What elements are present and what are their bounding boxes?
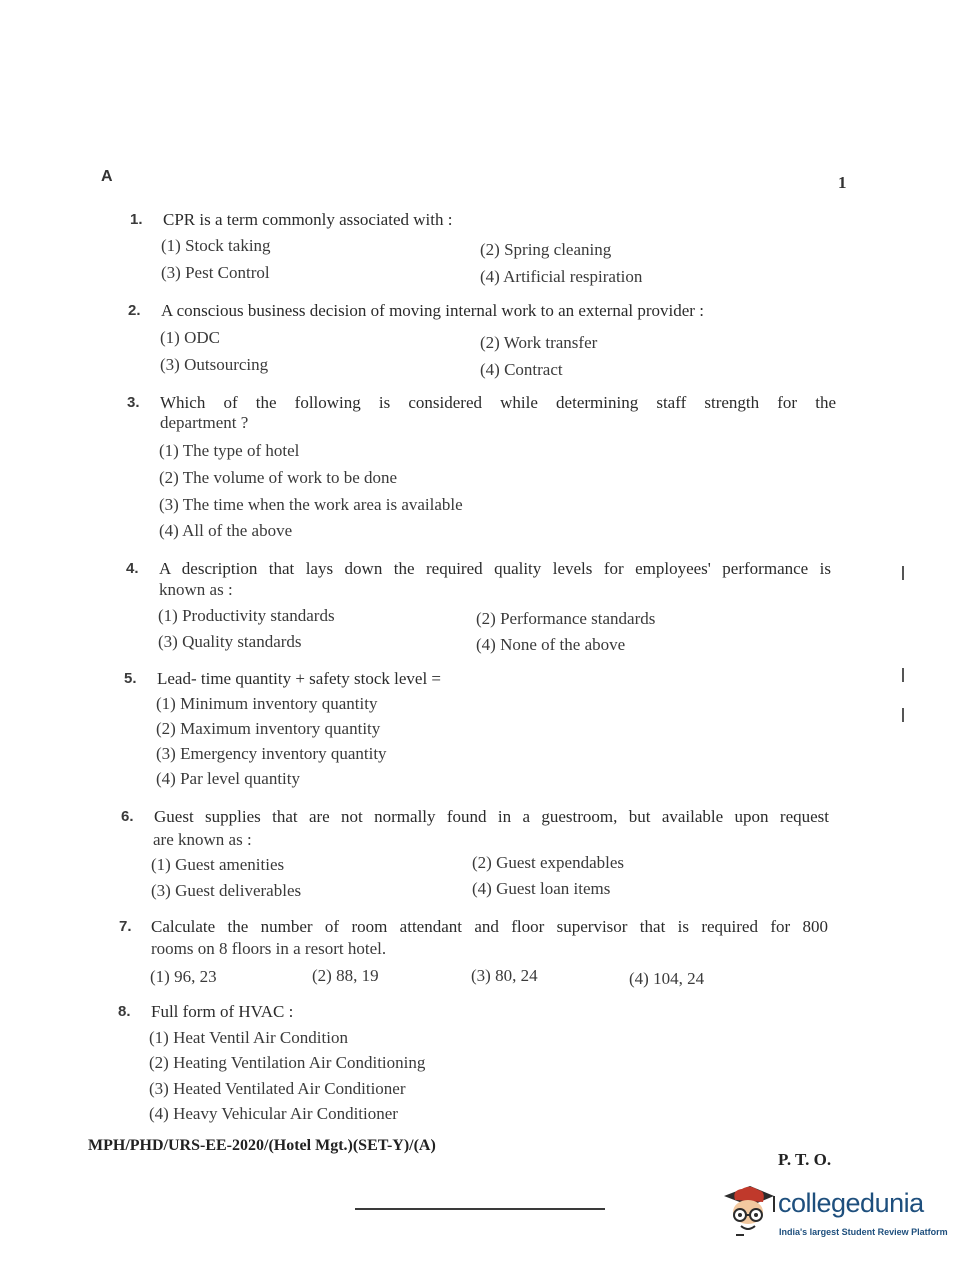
option-4: (4) Contract — [480, 360, 563, 379]
option-2: (2) Performance standards — [476, 609, 656, 628]
page-number: 1 — [838, 173, 847, 192]
option-4: (4) All of the above — [159, 521, 293, 540]
question-text: Lead- time quantity + safety stock level = — [157, 669, 442, 688]
option-2: (2) Heating Ventilation Air Conditioning — [149, 1053, 426, 1072]
question-5 — [124, 668, 844, 793]
option-4: (4) Par level quantity — [156, 769, 300, 788]
option-1: (1) Heat Ventil Air Condition — [149, 1028, 348, 1047]
option-4: (4) None of the above — [476, 635, 626, 654]
question-number: 2. — [128, 302, 141, 319]
option-3: (3) Heated Ventilated Air Conditioner — [149, 1079, 406, 1098]
question-number: 3. — [127, 394, 140, 411]
question-text-line-2: are known as : — [153, 830, 252, 849]
option-3: (3) Quality standards — [158, 632, 302, 651]
option-1: (1) Stock taking — [161, 236, 271, 255]
option-3: (3) Emergency inventory quantity — [156, 744, 387, 763]
question-3 — [127, 392, 847, 547]
question-text: Full form of HVAC : — [151, 1002, 294, 1021]
question-text-line-2: known as : — [159, 580, 233, 599]
collegedunia-logo — [720, 1182, 956, 1244]
option-3: (3) Outsourcing — [160, 355, 269, 374]
option-3: (3) Pest Control — [161, 263, 270, 282]
question-text: CPR is a term commonly associated with : — [163, 210, 453, 229]
question-text-line-2: department ? — [160, 413, 249, 432]
scan-mark — [902, 668, 904, 682]
question-number: 7. — [119, 918, 132, 935]
option-2: (2) 88, 19 — [312, 966, 379, 985]
option-1: (1) The type of hotel — [159, 441, 300, 460]
option-1: (1) Productivity standards — [158, 606, 335, 625]
question-1 — [130, 209, 850, 289]
option-2: (2) Guest expendables — [472, 853, 625, 872]
option-4: (4) Heavy Vehicular Air Conditioner — [149, 1104, 398, 1123]
option-3: (3) The time when the work area is available — [159, 495, 463, 514]
option-1: (1) Guest amenities — [151, 855, 285, 874]
paper-code: MPH/PHD/URS-EE-2020/(Hotel Mgt.)(SET-Y)/(A) — [88, 1137, 436, 1154]
brand-name: collegedunia — [778, 1188, 924, 1218]
question-6 — [121, 806, 841, 906]
question-number: 6. — [121, 808, 134, 825]
option-4: (4) Artificial respiration — [480, 267, 643, 286]
option-4: (4) Guest loan items — [472, 879, 611, 898]
question-2 — [128, 300, 848, 380]
option-1: (1) 96, 23 — [150, 967, 217, 986]
question-number: 5. — [124, 670, 137, 687]
brand-tagline: India's largest Student Review Platform — [779, 1227, 948, 1237]
question-text-line-1: A description that lays down the required quality levels for employees' performance is — [159, 559, 831, 578]
option-2: (2) Work transfer — [480, 333, 598, 352]
graduate-mascot-icon — [720, 1182, 776, 1240]
scan-mark — [902, 708, 904, 722]
option-2: (2) Spring cleaning — [480, 240, 612, 259]
question-number: 8. — [118, 1003, 131, 1020]
question-8 — [118, 1001, 838, 1126]
option-3: (3) Guest deliverables — [151, 881, 302, 900]
question-number: 4. — [126, 560, 139, 577]
question-4 — [126, 558, 846, 658]
set-code: A — [101, 168, 113, 185]
question-text-line-1: Calculate the number of room attendant and floor supervisor that is required for 800 — [151, 917, 828, 936]
option-4: (4) 104, 24 — [629, 969, 705, 988]
question-number: 1. — [130, 211, 143, 228]
option-2: (2) Maximum inventory quantity — [156, 719, 381, 738]
option-3: (3) 80, 24 — [471, 966, 538, 985]
pto-label: P. T. O. — [778, 1150, 832, 1169]
question-text-line-1: Which of the following is considered while determining staff strength for the — [160, 393, 836, 412]
question-text-line-2: rooms on 8 floors in a resort hotel. — [151, 939, 387, 958]
question-text: A conscious business decision of moving internal work to an external provider : — [161, 301, 704, 320]
divider — [355, 1208, 605, 1210]
question-text-line-1: Guest supplies that are not normally found in a guestroom, but available upon request — [154, 807, 829, 826]
option-1: (1) ODC — [160, 328, 220, 347]
option-1: (1) Minimum inventory quantity — [156, 694, 378, 713]
scan-mark — [902, 566, 904, 580]
question-7 — [119, 916, 839, 996]
option-2: (2) The volume of work to be done — [159, 468, 398, 487]
